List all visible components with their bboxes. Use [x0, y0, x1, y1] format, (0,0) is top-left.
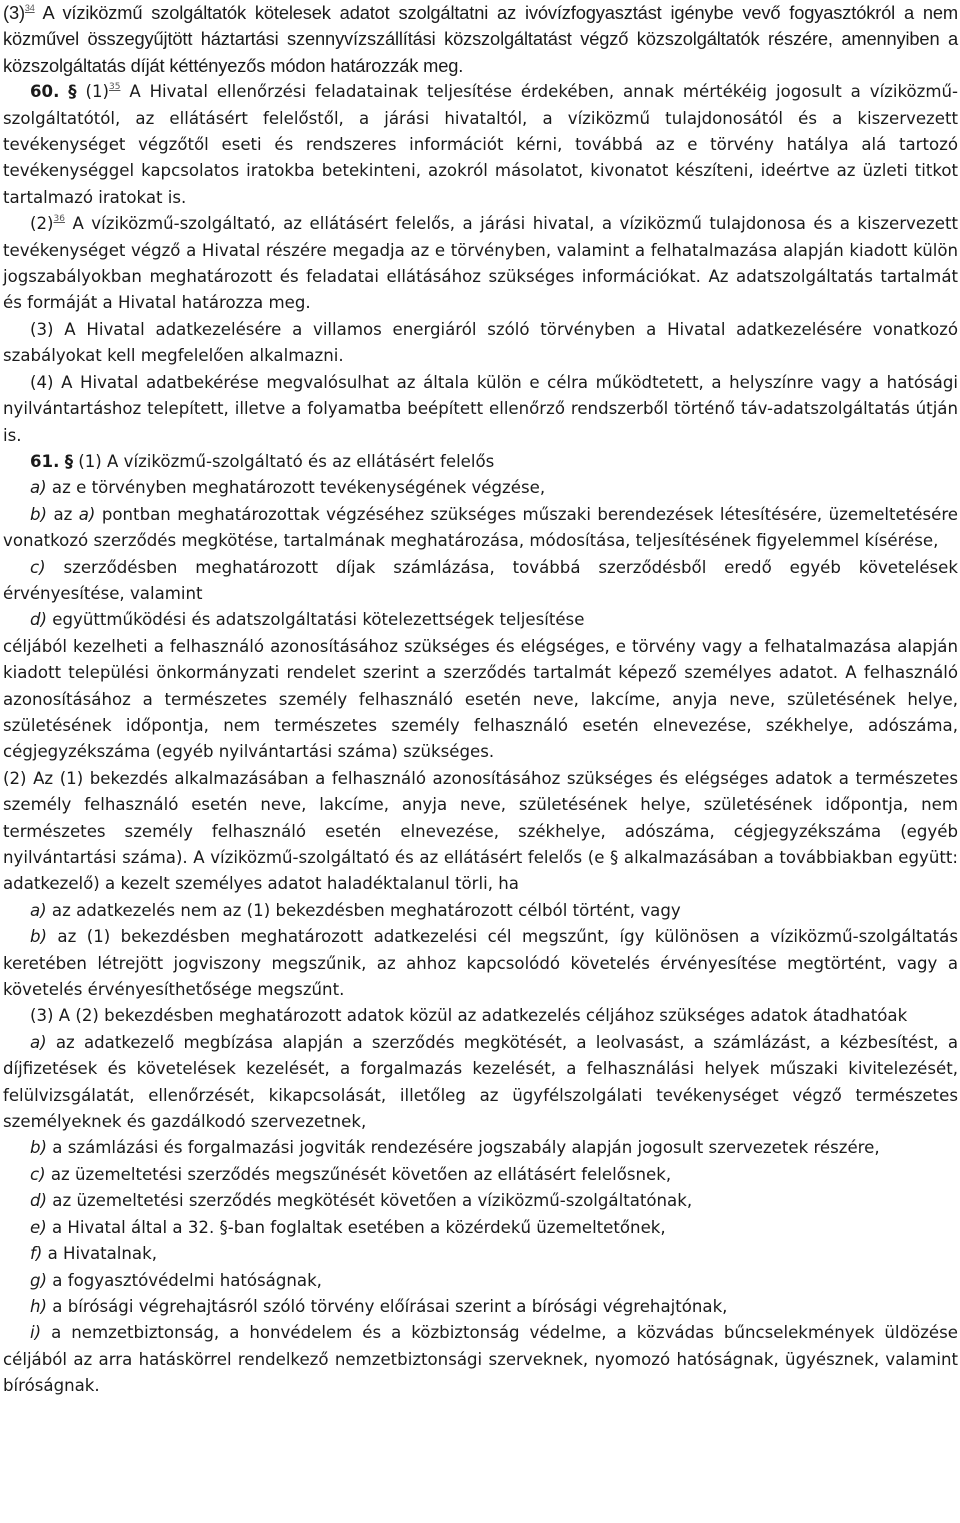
footnote-link[interactable]: 35	[109, 82, 121, 93]
section-60-1	[3, 79, 958, 211]
section-61-1	[3, 449, 958, 475]
list-text: a nemzetbiztonság, a honvédelem és a közbiztonság védelme, a közvádas bűncselekmények üldözése céljából az arra hatáskörrel rendelkező nemzetbiztonsági szerveknek, nyomozó hatóságnak, ügyésznek, valamint bíróságnak.	[3, 1323, 958, 1396]
list-letter: a)	[30, 900, 47, 920]
paragraph-text: (1) A víziközmű-szolgáltató és az ellátásért felelős	[72, 451, 495, 471]
list-letter: a)	[30, 478, 47, 498]
list-letter: g)	[30, 1270, 48, 1290]
list-text: a Hivatalnak,	[42, 1244, 157, 1264]
list-letter: e)	[30, 1217, 47, 1237]
list-text: az üzemeltetési szerződés megkötését követően a víziközmű-szolgáltatónak,	[47, 1191, 693, 1211]
list-text: az (1) bekezdésben meghatározott adatkezelési cél megszűnt, így különösen a víziközmű-szolgáltatás keretében létrejött jogviszony megszűnik, az ahhoz kapcsolódó követelés érvényesítése megtörtént, vagy a követelés érvényesíthetősége megszűnt.	[3, 927, 958, 1000]
list-text: a Hivatal által a 32. §-ban foglaltak esetében a közérdekű üzemeltetőnek,	[46, 1217, 666, 1237]
list-letter: h)	[30, 1296, 47, 1316]
section-60-2	[3, 211, 958, 317]
list-item-e	[3, 1215, 958, 1241]
list-text: az adatkezelés nem az (1) bekezdésben meghatározott célból történt, vagy	[46, 900, 681, 920]
list-item-a	[3, 898, 958, 924]
section-60-4: (4) A Hivatal adatbekérése megvalósulhat az általa külön e célra működtetett, a helyszínre vagy a hatósági nyilvántartáshoz telepített, illetve a folyamatba beépített ellenőrző rendszerből történő táv-adatszolgáltatás útján is.	[3, 372, 958, 445]
list-text: a bírósági végrehajtásról szóló törvény előírásai szerint a bírósági végrehajtónak,	[47, 1296, 728, 1316]
list-item-h	[3, 1294, 958, 1320]
list-item-a	[3, 475, 958, 501]
list-letter: d)	[30, 1191, 48, 1211]
list-letter: f)	[30, 1244, 43, 1264]
list-letter: b)	[30, 504, 48, 524]
list-letter: d)	[30, 610, 48, 630]
list-letter: i)	[30, 1323, 42, 1343]
list-text: az adatkezelő megbízása alapján a szerződés megkötését, a leolvasást, a számlázást, a kézbesítést, a díjfizetések és követelések kezelését, a forgalmazás kezelését, a felhasználási helyek műszaki kivitelezését, felülvizsgálatát, ellenőrzését, kikapcsolását, illetőleg az ügyfélszolgálati tevékenységet végző természetes személyeknek és gazdálkodó szervezetnek,	[3, 1032, 958, 1132]
list-item-b	[3, 924, 958, 1003]
list-item-f	[3, 1241, 958, 1267]
paragraph-marker: (1)	[76, 82, 109, 102]
section-number: 61.	[30, 451, 60, 471]
paragraph-marker: (3)	[3, 2, 25, 23]
paragraph-text: A víziközmű szolgáltatók kötelesek adatot szolgáltatni az ivóvízfogyasztást igénybe vevő fogyasztókról a nem közművel összegyűjtött háztartási szennyvízszállítási közszolgáltatást végző közszolgáltatók részére, amennyiben a közszolgáltatás díját kéttényezős módon határozzák meg.	[3, 2, 958, 76]
paragraph-text: A víziközmű-szolgáltató, az ellátásért felelős, a járási hivatal, a víziközmű tulajdonosa és a kiszervezett tevékenységet végző a Hivatal részére megadja az e törvényben, valamint a felhatalmazása alapján kiadott külön jogszabályokban meghatározott és feladatai ellátásához szükséges információkat. Az adatszolgáltatás tartalmát és formáját a Hivatal határozza meg.	[3, 214, 958, 313]
list-text: az üzemeltetési szerződés megszűnését követően az ellátásért felelősnek,	[45, 1164, 672, 1184]
section-61-2: (2) Az (1) bekezdés alkalmazásában a felhasználó azonosításához szükséges és elégséges adatok a természetes személy felhasználó esetén neve, lakcíme, anyja neve, születésének helye, születésének időpontja, nem természetes személy felhasználó esetén elnevezése, székhelye, adószáma, cégjegyzékszáma (egyéb nyilvántartási száma). A víziközmű-szolgáltató és az ellátásért felelős (e § alkalmazásában a továbbiakban együtt: adatkezelő) a kezelt személyes adatot haladéktalanul törli, ha	[3, 768, 958, 894]
list-text: pontban meghatározottak végzéséhez szükséges műszaki berendezések létesítésére, üzemeltetésére vonatkozó szerződés megkötése, tartalmának meghatározása, módosítása, teljesítésének figyelemmel kísérése,	[3, 504, 958, 551]
list-text: a számlázási és forgalmazási jogviták rendezésére jogszabály alapján jogosult szervezetek részére,	[47, 1138, 880, 1158]
list-text: együttműködési és adatszolgáltatási kötelezettségek teljesítése	[47, 610, 585, 630]
list-item-a	[3, 1030, 958, 1136]
list-item-d	[3, 607, 958, 633]
section-61-3: (3) A (2) bekezdésben meghatározott adatok közül az adatkezelés céljához szükséges adatok átadhatóak	[30, 1006, 908, 1026]
list-item-i	[3, 1320, 958, 1399]
footnote-link[interactable]: 34	[24, 3, 35, 13]
list-letter: b)	[30, 927, 48, 947]
section-60-3: (3) A Hivatal adatkezelésére a villamos energiáról szóló törvényben a Hivatal adatkezelésére vonatkozó szabályokat kell megfelelően alkalmazni.	[3, 319, 958, 366]
section-61-1-closing: céljából kezelheti a felhasználó azonosításához szükséges és elégséges, e törvény vagy a felhatalmazása alapján kiadott települési önkormányzati rendelet szerint a szerződés tartalmát képező személyes adatot. A felhasználó azonosításához a természetes személy felhasználó esetén neve, lakcíme, anyja neve, születésének helye, születésének időpontja, nem természetes személy felhasználó esetén elnevezése, székhelye, adószáma, cégjegyzékszáma (egyéb nyilvántartási száma) szükséges.	[3, 636, 958, 762]
paragraph-marker: (2)	[30, 214, 54, 234]
paragraph-text: A Hivatal ellenőrzési feladatainak teljesítése érdekében, annak mértékéig jogosult a víziközmű-szolgáltatótól, az ellátásért felelőstől, a járási hivataltól, a víziközmű tulajdonosától és a kiszervezett tevékenységet végzőtől eseti és rendszeres információt kérni, továbbá az e törvény hatálya alá tartozó tevékenységgel kapcsolatos iratokba betekinteni, azokról másolatot, kivonatot készíteni, ideértve az üzleti titkot tartalmazó iratokat is.	[3, 82, 959, 207]
list-letter: c)	[30, 557, 46, 577]
list-text: szerződésben meghatározott díjak számlázása, továbbá szerződésből eredő egyéb követelések érvényesítése, valamint	[3, 557, 958, 603]
list-item-b	[3, 1135, 958, 1161]
list-text: a fogyasztóvédelmi hatóságnak,	[47, 1270, 322, 1290]
section-number: 60.	[30, 82, 60, 102]
list-letter-ref: a)	[78, 504, 96, 524]
list-item-c	[3, 1162, 958, 1188]
list-text: az	[47, 504, 79, 524]
section-sign: §	[68, 82, 77, 102]
footnote-link[interactable]: 36	[53, 214, 65, 225]
list-letter: a)	[30, 1032, 47, 1052]
list-letter: c)	[30, 1164, 46, 1184]
list-letter: b)	[30, 1138, 48, 1158]
list-text: az e törvényben meghatározott tevékenységének végzése,	[46, 478, 546, 498]
list-item-d	[3, 1188, 958, 1214]
list-item-c	[3, 555, 958, 608]
list-item-g	[3, 1268, 958, 1294]
list-item-b	[3, 502, 958, 555]
paragraph-59-3	[3, 0, 958, 79]
section-sign: §	[64, 451, 73, 471]
